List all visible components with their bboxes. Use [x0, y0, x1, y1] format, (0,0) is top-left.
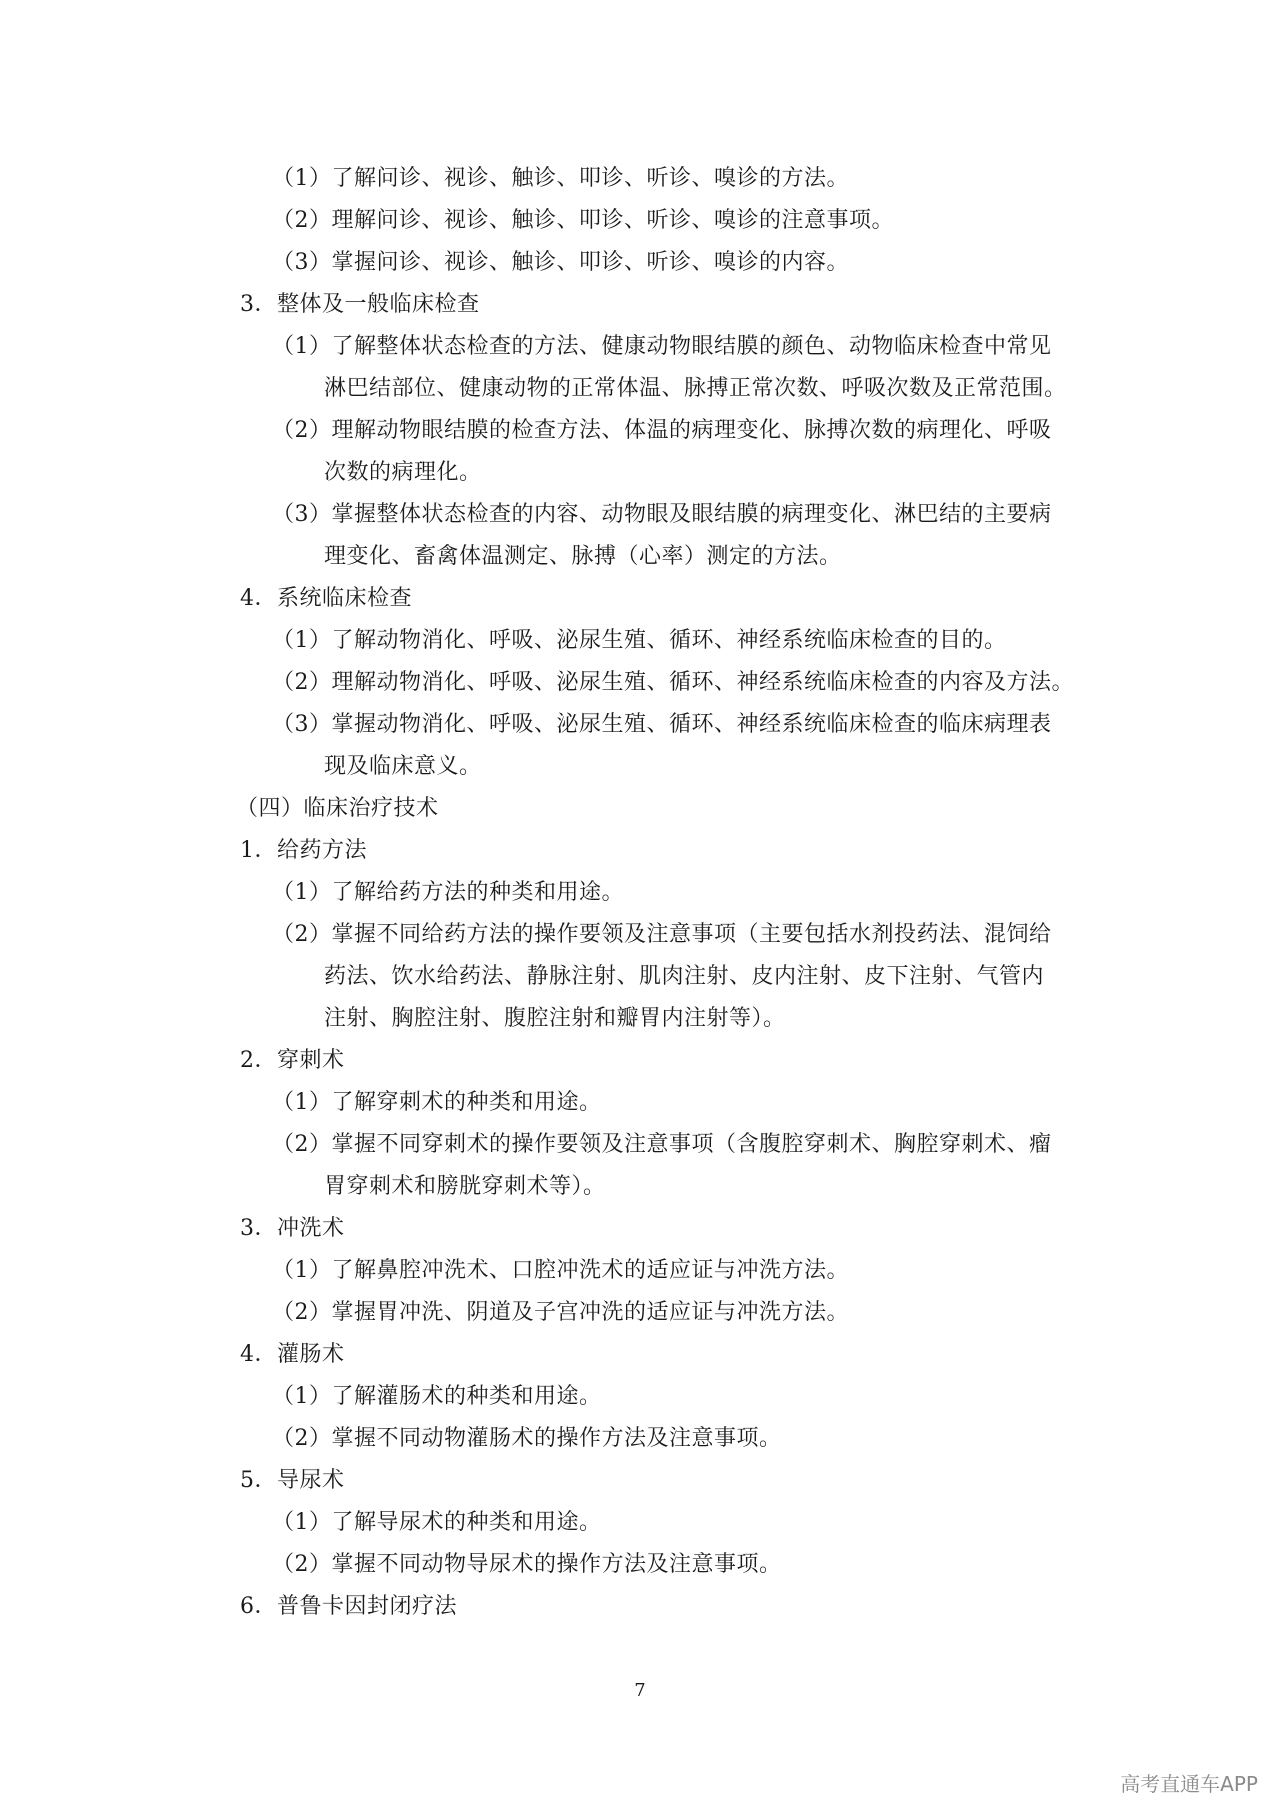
section-heading: 3．冲洗术	[240, 1216, 345, 1241]
list-item-continuation: 现及临床意义。	[324, 754, 482, 779]
list-item: （1）了解动物消化、呼吸、泌尿生殖、循环、神经系统临床检查的目的。	[272, 628, 1007, 653]
list-item: （2）掌握不同动物灌肠术的操作方法及注意事项。	[272, 1426, 782, 1451]
list-item: （1）了解穿刺术的种类和用途。	[272, 1090, 602, 1115]
list-item: （1）了解给药方法的种类和用途。	[272, 880, 624, 905]
list-item: （2）掌握胃冲洗、阴道及子宫冲洗的适应证与冲洗方法。	[272, 1300, 849, 1325]
list-item: （3）掌握动物消化、呼吸、泌尿生殖、循环、神经系统临床检查的临床病理表	[272, 712, 1052, 737]
watermark-label: 高考直通车APP	[1120, 1772, 1258, 1796]
list-item: （1）了解鼻腔冲洗术、口腔冲洗术的适应证与冲洗方法。	[272, 1258, 849, 1283]
list-item: （1）了解灌肠术的种类和用途。	[272, 1384, 602, 1409]
section-heading: 3．整体及一般临床检查	[240, 292, 480, 317]
list-item: （1）了解问诊、视诊、触诊、叩诊、听诊、嗅诊的方法。	[272, 166, 849, 191]
list-item: （1）了解整体状态检查的方法、健康动物眼结膜的颜色、动物临床检查中常见	[272, 334, 1052, 359]
section-heading: 2．穿刺术	[240, 1048, 345, 1073]
list-item: （2）掌握不同动物导尿术的操作方法及注意事项。	[272, 1552, 782, 1577]
chapter-heading: （四）临床治疗技术	[236, 796, 439, 821]
page-number: 7	[634, 1680, 646, 1701]
list-item: （1）了解导尿术的种类和用途。	[272, 1510, 602, 1535]
list-item-continuation: 淋巴结部位、健康动物的正常体温、脉搏正常次数、呼吸次数及正常范围。	[324, 376, 1067, 401]
list-item: （2）理解动物消化、呼吸、泌尿生殖、循环、神经系统临床检查的内容及方法。	[272, 670, 1074, 695]
list-item: （2）理解问诊、视诊、触诊、叩诊、听诊、嗅诊的注意事项。	[272, 208, 894, 233]
list-item-continuation: 药法、饮水给药法、静脉注射、肌肉注射、皮内注射、皮下注射、气管内	[324, 964, 1045, 989]
list-item: （2）理解动物眼结膜的检查方法、体温的病理变化、脉搏次数的病理化、呼吸	[272, 418, 1052, 443]
section-heading: 1．给药方法	[240, 838, 367, 863]
list-item: （2）掌握不同给药方法的操作要领及注意事项（主要包括水剂投药法、混饲给	[272, 922, 1052, 947]
list-item-continuation: 理变化、畜禽体温测定、脉搏（心率）测定的方法。	[324, 544, 842, 569]
section-heading: 6．普鲁卡因封闭疗法	[240, 1594, 457, 1619]
list-item-continuation: 胃穿刺术和膀胱穿刺术等）。	[324, 1174, 606, 1199]
section-heading: 5．导尿术	[240, 1468, 345, 1493]
list-item-continuation: 注射、胸腔注射、腹腔注射和瓣胃内注射等）。	[324, 1006, 786, 1031]
list-item: （2）掌握不同穿刺术的操作要领及注意事项（含腹腔穿刺术、胸腔穿刺术、瘤	[272, 1132, 1052, 1157]
section-heading: 4．系统临床检查	[240, 586, 412, 611]
page-content	[0, 158, 1280, 1628]
list-item: （3）掌握问诊、视诊、触诊、叩诊、听诊、嗅诊的内容。	[272, 250, 849, 275]
section-heading: 4．灌肠术	[240, 1342, 345, 1367]
list-item-continuation: 次数的病理化。	[324, 460, 482, 485]
list-item: （3）掌握整体状态检查的内容、动物眼及眼结膜的病理变化、淋巴结的主要病	[272, 502, 1052, 527]
